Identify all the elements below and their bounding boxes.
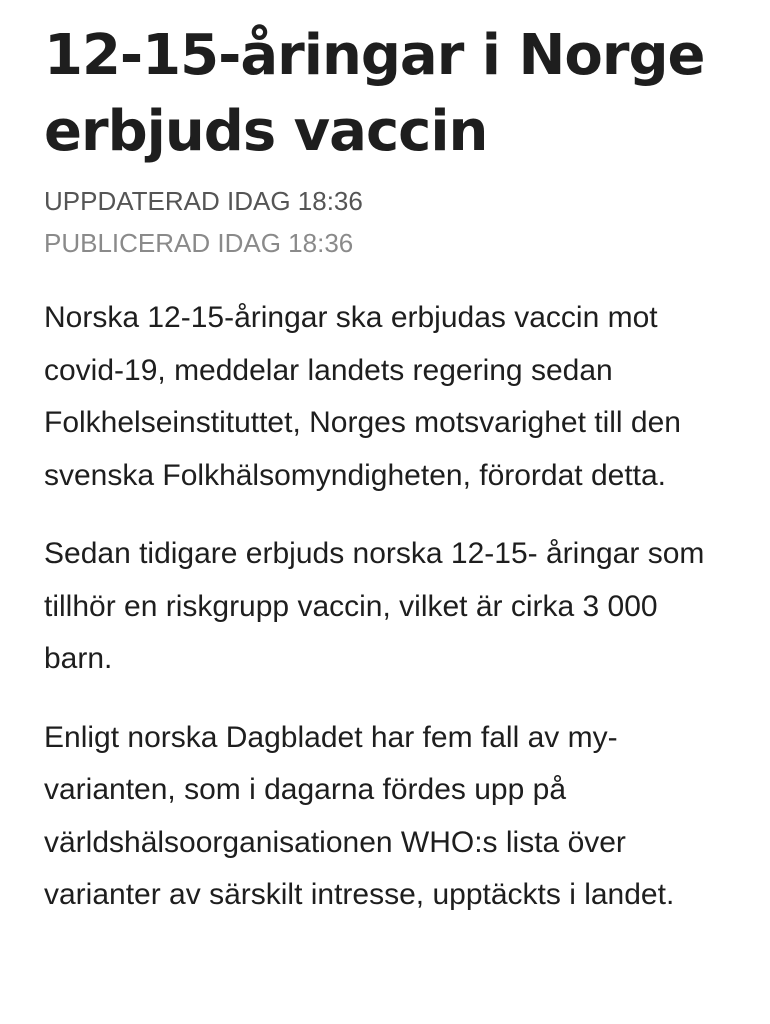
article-body: [44, 292, 726, 922]
article-paragraph: Norska 12-15-åringar ska erbjudas vaccin mot covid-19, meddelar landets regering sedan Folkhelseinstituttet, Norges motsvarighet till den svenska Folkhälsomyndigheten, förordat detta.: [44, 301, 681, 492]
article-paragraph: Sedan tidigare erbjuds norska 12-15- åringar som tillhör en riskgrupp vaccin, vilket är cirka 3 000 barn.: [44, 537, 705, 675]
updated-timestamp: UPPDATERAD IDAG 18:36: [44, 186, 363, 216]
article-meta: [44, 180, 726, 264]
article-paragraph: Enligt norska Dagbladet har fem fall av my-varianten, som i dagarna fördes upp på världshälsoorganisationen WHO:s lista över varianter av särskilt intresse, upptäckts i landet.: [44, 720, 675, 911]
article-headline: 12-15-åringar i Norge erbjuds vaccin: [44, 23, 705, 164]
published-timestamp: PUBLICERAD IDAG 18:36: [44, 228, 354, 258]
